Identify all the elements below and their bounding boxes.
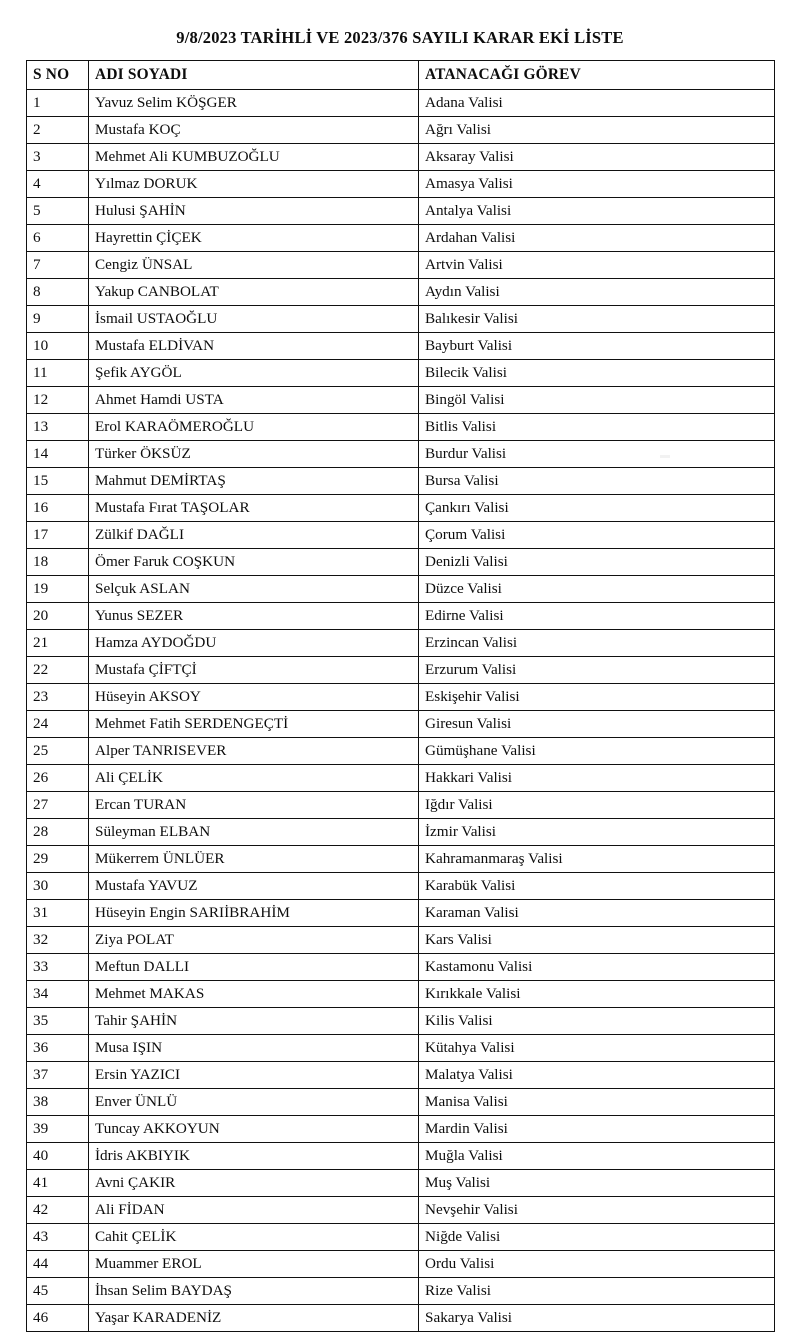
- cell-name: Mustafa KOÇ: [89, 117, 419, 144]
- cell-name: İsmail USTAOĞLU: [89, 306, 419, 333]
- cell-name: Hayrettin ÇİÇEK: [89, 225, 419, 252]
- cell-duty: Denizli Valisi: [419, 549, 775, 576]
- cell-duty: Balıkesir Valisi: [419, 306, 775, 333]
- cell-name: İdris AKBIYIK: [89, 1143, 419, 1170]
- table-row: [27, 279, 775, 306]
- table-row: [27, 1251, 775, 1278]
- table-row: [27, 225, 775, 252]
- cell-duty: Aksaray Valisi: [419, 144, 775, 171]
- table-row: [27, 1143, 775, 1170]
- cell-name: Yılmaz DORUK: [89, 171, 419, 198]
- cell-no: 35: [27, 1008, 89, 1035]
- cell-name: Ziya POLAT: [89, 927, 419, 954]
- cell-no: 43: [27, 1224, 89, 1251]
- cell-no: 39: [27, 1116, 89, 1143]
- cell-name: Alper TANRISEVER: [89, 738, 419, 765]
- cell-name: Mehmet MAKAS: [89, 981, 419, 1008]
- cell-no: 11: [27, 360, 89, 387]
- cell-no: 20: [27, 603, 89, 630]
- cell-no: 30: [27, 873, 89, 900]
- table-row: [27, 1305, 775, 1332]
- appointments-table: [26, 60, 775, 1332]
- table-row: [27, 1035, 775, 1062]
- cell-name: Ersin YAZICI: [89, 1062, 419, 1089]
- cell-duty: Ardahan Valisi: [419, 225, 775, 252]
- table-row: [27, 792, 775, 819]
- cell-no: 33: [27, 954, 89, 981]
- table-row: [27, 684, 775, 711]
- cell-name: Meftun DALLI: [89, 954, 419, 981]
- cell-name: Mustafa ELDİVAN: [89, 333, 419, 360]
- cell-no: 18: [27, 549, 89, 576]
- cell-no: 46: [27, 1305, 89, 1332]
- table-row: [27, 1224, 775, 1251]
- cell-no: 3: [27, 144, 89, 171]
- cell-no: 41: [27, 1170, 89, 1197]
- cell-duty: Kütahya Valisi: [419, 1035, 775, 1062]
- cell-no: 12: [27, 387, 89, 414]
- cell-name: Ömer Faruk COŞKUN: [89, 549, 419, 576]
- cell-no: 13: [27, 414, 89, 441]
- table-row: [27, 981, 775, 1008]
- table-row: [27, 360, 775, 387]
- table-row: [27, 1116, 775, 1143]
- cell-duty: Iğdır Valisi: [419, 792, 775, 819]
- cell-duty: Çankırı Valisi: [419, 495, 775, 522]
- cell-no: 27: [27, 792, 89, 819]
- cell-no: 17: [27, 522, 89, 549]
- cell-name: Şefik AYGÖL: [89, 360, 419, 387]
- cell-duty: Kilis Valisi: [419, 1008, 775, 1035]
- table-row: [27, 1170, 775, 1197]
- cell-no: 5: [27, 198, 89, 225]
- cell-duty: Düzce Valisi: [419, 576, 775, 603]
- cell-no: 16: [27, 495, 89, 522]
- cell-no: 34: [27, 981, 89, 1008]
- table-row: [27, 603, 775, 630]
- cell-name: Selçuk ASLAN: [89, 576, 419, 603]
- cell-name: Cahit ÇELİK: [89, 1224, 419, 1251]
- table-row: [27, 468, 775, 495]
- cell-duty: Kırıkkale Valisi: [419, 981, 775, 1008]
- table-row: [27, 1008, 775, 1035]
- cell-duty: Bilecik Valisi: [419, 360, 775, 387]
- cell-no: 45: [27, 1278, 89, 1305]
- cell-no: 44: [27, 1251, 89, 1278]
- table-row: [27, 765, 775, 792]
- cell-no: 6: [27, 225, 89, 252]
- table-row: [27, 657, 775, 684]
- cell-name: Musa IŞIN: [89, 1035, 419, 1062]
- cell-duty: Ağrı Valisi: [419, 117, 775, 144]
- cell-duty: Bitlis Valisi: [419, 414, 775, 441]
- cell-no: 26: [27, 765, 89, 792]
- cell-no: 21: [27, 630, 89, 657]
- column-header-duty: ATANACAĞI GÖREV: [419, 61, 775, 90]
- table-row: [27, 171, 775, 198]
- table-row: [27, 738, 775, 765]
- table-row: [27, 576, 775, 603]
- cell-name: Yavuz Selim KÖŞGER: [89, 90, 419, 117]
- cell-name: Mustafa YAVUZ: [89, 873, 419, 900]
- cell-duty: Mardin Valisi: [419, 1116, 775, 1143]
- table-row: [27, 387, 775, 414]
- table-row: [27, 522, 775, 549]
- cell-name: Mahmut DEMİRTAŞ: [89, 468, 419, 495]
- table-row: [27, 549, 775, 576]
- cell-no: 9: [27, 306, 89, 333]
- table-row: [27, 144, 775, 171]
- cell-name: Zülkif DAĞLI: [89, 522, 419, 549]
- cell-no: 4: [27, 171, 89, 198]
- cell-duty: Hakkari Valisi: [419, 765, 775, 792]
- table-row: [27, 1278, 775, 1305]
- cell-duty: Muğla Valisi: [419, 1143, 775, 1170]
- cell-duty: Karaman Valisi: [419, 900, 775, 927]
- table-row: [27, 1197, 775, 1224]
- cell-duty: Erzurum Valisi: [419, 657, 775, 684]
- cell-duty: Gümüşhane Valisi: [419, 738, 775, 765]
- cell-duty: Rize Valisi: [419, 1278, 775, 1305]
- cell-duty: Erzincan Valisi: [419, 630, 775, 657]
- cell-no: 15: [27, 468, 89, 495]
- cell-duty: Amasya Valisi: [419, 171, 775, 198]
- table-row: [27, 90, 775, 117]
- cell-name: İhsan Selim BAYDAŞ: [89, 1278, 419, 1305]
- table-row: [27, 441, 775, 468]
- cell-name: Muammer EROL: [89, 1251, 419, 1278]
- table-row: [27, 927, 775, 954]
- cell-no: 38: [27, 1089, 89, 1116]
- cell-no: 31: [27, 900, 89, 927]
- table-body: [27, 90, 775, 1332]
- cell-duty: Karabük Valisi: [419, 873, 775, 900]
- table-row: [27, 495, 775, 522]
- cell-no: 29: [27, 846, 89, 873]
- cell-duty: Kars Valisi: [419, 927, 775, 954]
- cell-duty: Aydın Valisi: [419, 279, 775, 306]
- cell-name: Cengiz ÜNSAL: [89, 252, 419, 279]
- cell-name: Hüseyin AKSOY: [89, 684, 419, 711]
- cell-name: Mükerrem ÜNLÜER: [89, 846, 419, 873]
- cell-duty: Çorum Valisi: [419, 522, 775, 549]
- cell-duty: Bingöl Valisi: [419, 387, 775, 414]
- cell-duty: Manisa Valisi: [419, 1089, 775, 1116]
- cell-name: Ali ÇELİK: [89, 765, 419, 792]
- table-row: [27, 900, 775, 927]
- cell-duty: Kahramanmaraş Valisi: [419, 846, 775, 873]
- cell-name: Mehmet Fatih SERDENGEÇTİ: [89, 711, 419, 738]
- cell-name: Avni ÇAKIR: [89, 1170, 419, 1197]
- cell-name: Tuncay AKKOYUN: [89, 1116, 419, 1143]
- cell-name: Mustafa Fırat TAŞOLAR: [89, 495, 419, 522]
- cell-no: 25: [27, 738, 89, 765]
- cell-name: Ahmet Hamdi USTA: [89, 387, 419, 414]
- cell-name: Türker ÖKSÜZ: [89, 441, 419, 468]
- cell-no: 22: [27, 657, 89, 684]
- cell-name: Hulusi ŞAHİN: [89, 198, 419, 225]
- cell-name: Yunus SEZER: [89, 603, 419, 630]
- table-header-row: [27, 61, 775, 90]
- table-row: [27, 846, 775, 873]
- cell-duty: Ordu Valisi: [419, 1251, 775, 1278]
- cell-duty: Sakarya Valisi: [419, 1305, 775, 1332]
- table-row: [27, 819, 775, 846]
- cell-name: Erol KARAÖMEROĞLU: [89, 414, 419, 441]
- cell-duty: Antalya Valisi: [419, 198, 775, 225]
- cell-duty: Bursa Valisi: [419, 468, 775, 495]
- cell-no: 28: [27, 819, 89, 846]
- cell-duty: Malatya Valisi: [419, 1062, 775, 1089]
- cell-no: 42: [27, 1197, 89, 1224]
- cell-duty: Adana Valisi: [419, 90, 775, 117]
- table-row: [27, 306, 775, 333]
- table-row: [27, 954, 775, 981]
- cell-name: Yakup CANBOLAT: [89, 279, 419, 306]
- cell-name: Ercan TURAN: [89, 792, 419, 819]
- cell-no: 37: [27, 1062, 89, 1089]
- table-row: [27, 198, 775, 225]
- cell-name: Mustafa ÇİFTÇİ: [89, 657, 419, 684]
- cell-no: 40: [27, 1143, 89, 1170]
- page-title: 9/8/2023 TARİHLİ VE 2023/376 SAYILI KARAR EKİ LİSTE: [176, 28, 624, 47]
- table-row: [27, 630, 775, 657]
- cell-duty: İzmir Valisi: [419, 819, 775, 846]
- cell-no: 32: [27, 927, 89, 954]
- cell-name: Tahir ŞAHİN: [89, 1008, 419, 1035]
- cell-no: 23: [27, 684, 89, 711]
- cell-no: 24: [27, 711, 89, 738]
- table-row: [27, 1062, 775, 1089]
- cell-name: Yaşar KARADENİZ: [89, 1305, 419, 1332]
- cell-duty: Nevşehir Valisi: [419, 1197, 775, 1224]
- cell-name: Enver ÜNLÜ: [89, 1089, 419, 1116]
- cell-name: Hamza AYDOĞDU: [89, 630, 419, 657]
- cell-no: 10: [27, 333, 89, 360]
- cell-duty: Artvin Valisi: [419, 252, 775, 279]
- cell-duty: Edirne Valisi: [419, 603, 775, 630]
- cell-duty: Burdur Valisi: [419, 441, 775, 468]
- table-row: [27, 414, 775, 441]
- column-header-no: S NO: [27, 61, 89, 90]
- cell-no: 19: [27, 576, 89, 603]
- table-row: [27, 252, 775, 279]
- table-row: [27, 117, 775, 144]
- cell-no: 14: [27, 441, 89, 468]
- cell-no: 1: [27, 90, 89, 117]
- cell-duty: Giresun Valisi: [419, 711, 775, 738]
- cell-name: Ali FİDAN: [89, 1197, 419, 1224]
- table-row: [27, 873, 775, 900]
- cell-no: 2: [27, 117, 89, 144]
- cell-name: Süleyman ELBAN: [89, 819, 419, 846]
- table-header: [27, 61, 775, 90]
- cell-no: 7: [27, 252, 89, 279]
- cell-duty: Kastamonu Valisi: [419, 954, 775, 981]
- cell-no: 36: [27, 1035, 89, 1062]
- cell-duty: Muş Valisi: [419, 1170, 775, 1197]
- cell-name: Hüseyin Engin SARIİBRAHİM: [89, 900, 419, 927]
- table-row: [27, 333, 775, 360]
- column-header-name: ADI SOYADI: [89, 61, 419, 90]
- cell-no: 8: [27, 279, 89, 306]
- table-row: [27, 1089, 775, 1116]
- cell-name: Mehmet Ali KUMBUZOĞLU: [89, 144, 419, 171]
- cell-duty: Bayburt Valisi: [419, 333, 775, 360]
- cell-duty: Niğde Valisi: [419, 1224, 775, 1251]
- cell-duty: Eskişehir Valisi: [419, 684, 775, 711]
- table-row: [27, 711, 775, 738]
